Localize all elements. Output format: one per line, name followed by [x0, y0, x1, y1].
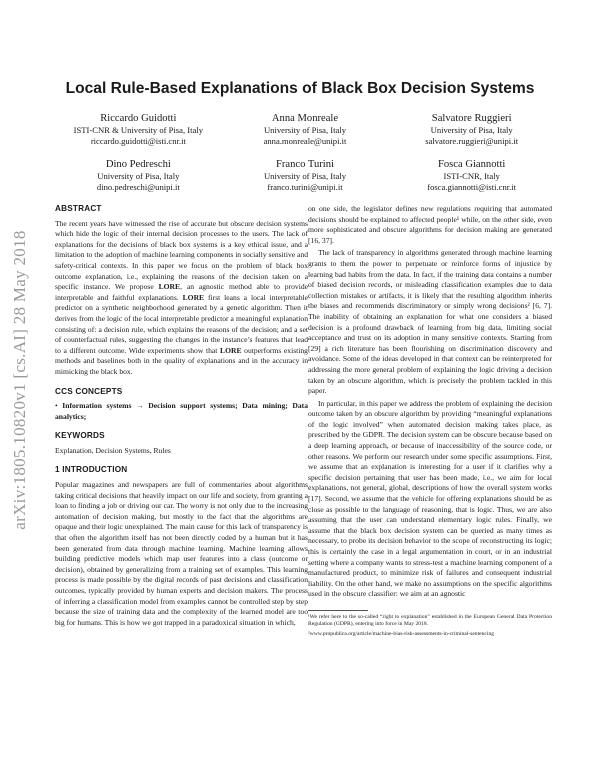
keywords-heading: KEYWORDS	[55, 431, 105, 441]
abstract-text-part: outperforms existing methods and baselines both in the quality of explanations and in the accuracy in mimicking the black box.	[55, 345, 308, 376]
footnote-1: ¹We refer here to the so-called “right to explanation” established in the European General Data Protection Regulation (GDPR), entering into force in May 2018.	[308, 613, 552, 628]
author-name: Franco Turini	[276, 159, 334, 170]
author-row-1	[55, 112, 555, 147]
author-block	[388, 112, 555, 147]
author-affiliation: ISTI-CNR & University of Pisa, Italy	[73, 125, 204, 135]
author-affiliation: University of Pisa, Italy	[263, 171, 347, 181]
footnote-rule	[308, 610, 368, 611]
author-email: franco.turini@unipi.it	[267, 182, 343, 192]
abstract-text-part: , an agnostic method able to provide interpretable and faithful explanations.	[55, 282, 308, 302]
author-name: Salvatore Ruggieri	[431, 113, 512, 124]
author-name: Fosca Giannotti	[437, 159, 506, 170]
ccs-heading: CCS CONCEPTS	[55, 386, 123, 396]
author-name: Dino Pedreschi	[105, 159, 171, 170]
author-affiliation: ISTI-CNR, Italy	[443, 171, 500, 181]
author-block	[388, 158, 555, 193]
footnote-2: ²www.propublica.org/article/machine-bias-risk-assessments-in-criminal-sentencing	[308, 630, 495, 637]
introduction-paragraph: on one side, the legislator defines new regulations requiring that automated decisions should be explained to affected people¹ while, on the other side, even more sophisticated and obscure algorithms for decision making are generated [16, 37].	[308, 204, 552, 245]
introduction-paragraph: The lack of transparency in algorithms generated through machine learning grants to them the power to perpetuate or reinforce forms of injustice by learning bad habits from the data. In fact, if the training data contains a number of biased decision records, or misleading classification examples due to data collection mistakes or artifacts, it is likely that the resulting algorithm inherits the biases and recommends discriminatory or simply wrong decisions² [6, 7]. The inability of obtaining an explanation for what one considers a biased decision is a profound drawback of learning from big data, limiting social acceptance and trust on its adoption in many sensitive contexts. Starting from [29] a rich literature has been flourishing on discrimination discovery and avoidance. Some of the ideas developed in that context can be reinterpreted for addressing the more general problem of explaining the logic driving a decision taken by an obscure algorithm, which is precisely the problem tackled in this paper.	[308, 248, 552, 396]
author-email: salvatore.ruggieri@unipi.it	[425, 136, 519, 146]
author-row-2	[55, 158, 555, 193]
author-name: Riccardo Guidotti	[100, 113, 177, 124]
lore-name: LORE	[182, 292, 205, 302]
keywords-text: Explanation, Decision Systems, Rules	[55, 445, 171, 455]
left-column	[55, 204, 308, 630]
ccs-concepts: Information systems → Decision support systems; Data mining; Data analytics;	[55, 401, 309, 421]
arxiv-stamp	[8, 190, 32, 570]
paper-title: Local Rule-Based Explanations of Black Box Decision Systems	[65, 80, 535, 97]
author-email: dino.pedreschi@unipi.it	[96, 182, 180, 192]
introduction-paragraph: In particular, in this paper we address the problem of explaining the decision outcome taken by an obscure algorithm by providing “meaningful explanations of the logic involved” when automated decision making takes place, as prescribed by the GDPR. The decision system can be obscure because based on a deep learning approach, or because of inaccessibility of the source code, or other reasons. We perform our research under some specific assumptions. First, we assume that an explanation is interesting for a user if it clarifies why a specific decision pertaining that user has been made, i.e., we aim for local explanations, not general, global, descriptions of how the overall system works [17]. Second, we assume that the vehicle for offering explanations should be as close as possible to the language of reasoning, that is logic. Thus, we are also assuming that the user can understand elementary logic rules. Finally, we assume that the black box decision system can be queried as many times as necessary, to probe its decision behavior to the scope of reconstructing its logic; this is certainly the case in a legal argumentation in court, or in an industrial setting where a company wants to stress-test a machine learning component of a manufactured product, to minimize risk of failures and consequent industrial liability. On the other hand, we make no assumptions on the specific algorithms used in the obscure classifier: we aim at an agnostic	[308, 398, 552, 599]
author-block	[55, 112, 222, 147]
author-affiliation: University of Pisa, Italy	[263, 125, 347, 135]
abstract-text	[55, 219, 308, 378]
right-column	[308, 204, 552, 640]
ccs-text	[55, 401, 308, 422]
introduction-paragraph: Popular magazines and newspapers are full of commentaries about algorithms taking critical decisions that heavily impact on our life and society, from granting a loan to finding a job or driving our car. The worry is not only due to the increasing automation of decision making, but mostly to the fact that the algorithms are opaque and their logic unexplained. The main cause for this lack of transparency is that often the algorithm itself has not been directly coded by a human but it has been generated from data through machine learning. Machine learning allows building predictive models which map user features into a class (outcome or decision), obtained by generalizing from a training set of examples. This learning process is made possible by the digital records of past decisions and classification outcomes, typically provided by human experts and decision makers. The process of inferring a classification model from examples cannot be controlled step by step because the size of training data and the complexity of the learned model are too big for humans. This is how we got trapped in a paradoxical situation in which,	[55, 480, 308, 627]
lore-name: LORE	[220, 345, 242, 355]
author-email: riccardo.guidotti@isti.cnr.it	[90, 136, 186, 146]
author-name: Anna Monreale	[271, 113, 339, 124]
abstract-text-part: The recent years have witnessed the rise of accurate but obscure decision systems which hide the logic of their internal decision processes to the users. The lack of explanations for the decisions of black box systems is a key ethical issue, and a limitation to the adoption of machine learning components in socially sensitive and safety-critical contexts. In this paper we focus on the problem of black box outcome explanation, i.e., explaining the reasons of the decision taken on a specific instance. We propose	[55, 218, 308, 292]
author-affiliation: University of Pisa, Italy	[430, 125, 513, 135]
author-affiliation: University of Pisa, Italy	[97, 171, 180, 181]
author-email: fosca.giannotti@isti.cnr.it	[427, 182, 517, 192]
lore-name: LORE	[158, 282, 181, 292]
abstract-text-part: first leans a local interpretable predictor on a synthetic neighborhood generated by a genetic algorithm. Then it derives from the logic of the local interpretable predictor a meaningful explanation consisting of: a decision rule, which explains the reasons of the decision; and a set of counterfactual rules, suggesting the changes in the instance’s features that lead to a different outcome. Wide experiments show that	[55, 292, 308, 355]
author-email: anna.monreale@unipi.it	[263, 136, 347, 146]
author-block	[222, 158, 389, 193]
author-block	[55, 158, 222, 193]
arxiv-stamp-text: arXiv:1805.10820v1 [cs.AI] 28 May 2018	[10, 230, 29, 530]
abstract-heading: ABSTRACT	[55, 204, 102, 213]
ccs-bullet: •	[55, 401, 63, 411]
author-block	[222, 112, 389, 147]
introduction-heading: 1 INTRODUCTION	[55, 465, 128, 475]
